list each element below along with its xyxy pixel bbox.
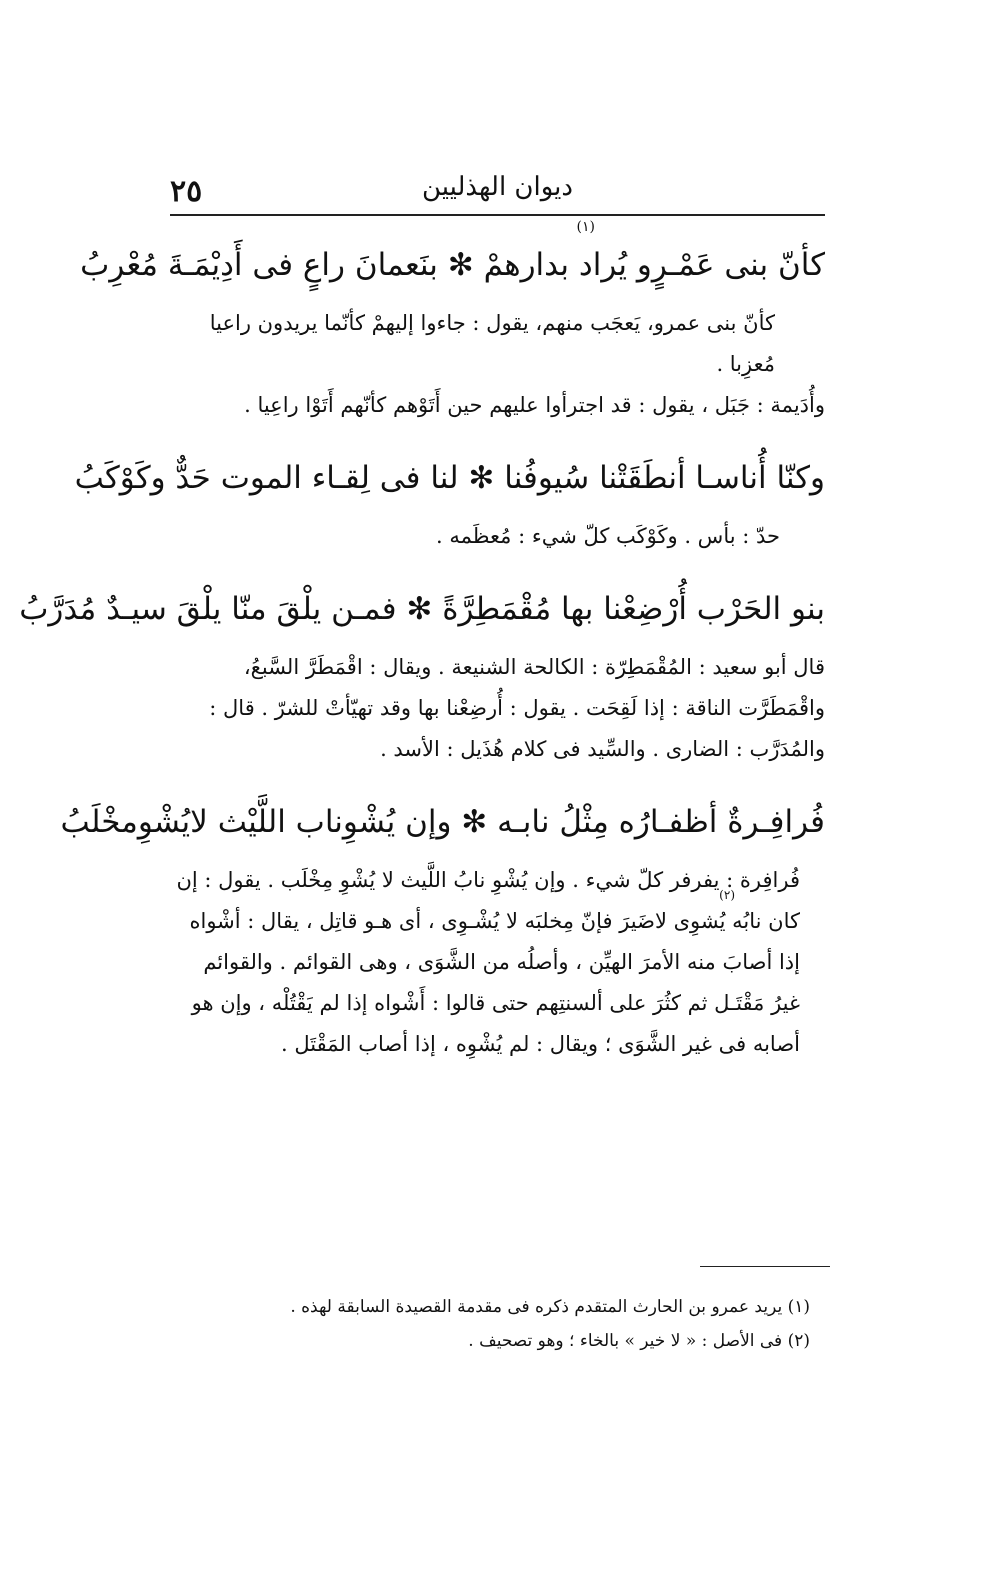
verse-3-text: بنو الحَرْب أُرْضِعْنا بها مُقْمَطِرَّةً ✻ فمـن يلْقَ منّا يلْقَ سيـدٌ مُدَرَّبُ xyxy=(19,591,825,627)
commentary-2: حدّ : بأس . وكَوْكَب كلّ شيء : مُعظَمه . xyxy=(436,524,780,548)
running-title: ديوان الهذليين xyxy=(421,172,573,202)
footnote-divider xyxy=(700,1266,830,1267)
commentary-1b: وأُدَيمة : جَبَل ، يقول : قد اجترأوا عليهم حين أَتَوْهم كأنّهم أَتَوْا راعِيا . xyxy=(244,393,825,417)
footnote-1: (١) يريد عمرو بن الحارث المتقدم ذكره فى مقدمة القصيدة السابقة لهذه . xyxy=(290,1297,810,1317)
verse-4-text: فُرافِـرةٌ أظفـارُه مِثْلُ نابـه ✻ وإن يُشْوِناب اللَّيْث لايُشْوِمخْلَبُ xyxy=(60,804,825,840)
commentary-4-text: فُرافِرة : يفرفر كلّ شيء . وإن يُشْوِ نابُ اللَّيث لا يُشْوِ مِخْلَب . يقول : إن كان نابُه يُشوِى لاضَيرَ فإنّ مِخلبَه لا يُشْـوِى ، أى هـو قاتِل ، يقال : أشْواه إذا أصابَ منه الأمرَ الهيِّن ، وأصلُه من الشَّوَى ، وهى القوائم . والقوائم غيرُ مَقْتَـل ثم كثُرَ على ألسنتِهم حتى قالوا : أَشْواه إذا لم يَقْتُلْه ، وإن هو أصابه فى غير الشَّوَى ؛ ويقال : لم يُشْوِه ، إذا أصاب المَقْتَل . xyxy=(176,868,800,1056)
verse-1-text: كأنّ بنى عَمْـرٍو يُراد بدارهمْ ✻ بنَعمانَ راعٍ فى أَدِيْمَـةَ مُعْرِبُ xyxy=(80,247,825,283)
page-header xyxy=(170,170,825,216)
verse-2 xyxy=(74,448,825,508)
page-number: ٢٥ xyxy=(170,174,203,209)
verse-1 xyxy=(80,219,825,295)
verse-3 xyxy=(19,579,825,639)
commentary-3: قال أبو سعيد : المُقْمَطِرّة : الكالحة الشنيعة . ويقال : اقْمَطَرَّ السَّبعُ، واقْمَطَرَّت الناقة : إذا لَقِحَت . يقول : أُرضِعْنا بها وقد تهيّأتْ للشرّ . قال : والمُدَرَّب : الضارى . والسِّيد فى كلام هُذَيل : الأسد . xyxy=(209,655,825,761)
footnotes xyxy=(170,1290,810,1358)
page-body xyxy=(19,219,825,1081)
verse-2-text: وكنّا أُناسـا أنطَقَتْنا سُيوفُنا ✻ لنا فى لِقـاء الموت حَدٌّ وكَوْكَبُ xyxy=(74,460,825,496)
commentary-1a: كأنّ بنى عمرو، يَعجَب منهم، يقول : جاءوا إليهمْ كأنّما يريدون راعيا مُعزِبا . xyxy=(209,311,775,376)
verse-1-footnote-mark: (١) xyxy=(576,219,595,235)
footnote-2: (٢) فى الأصل : « لا خير » بالخاء ؛ وهو تصحيف . xyxy=(468,1331,810,1351)
commentary-4 xyxy=(170,860,825,1065)
commentary-4-footnote-mark: (٢) xyxy=(719,888,735,902)
verse-4 xyxy=(60,792,825,852)
